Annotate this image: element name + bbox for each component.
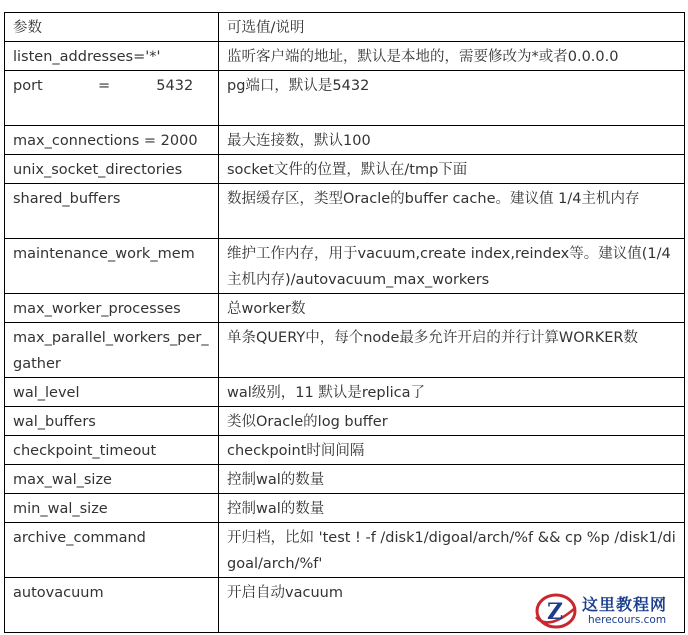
param-name: wal_level	[5, 378, 219, 407]
param-description: wal级别，11 默认是replica了	[219, 378, 685, 407]
param-name: max_worker_processes	[5, 294, 219, 323]
table-row	[5, 184, 685, 239]
table-row	[5, 42, 685, 71]
table-row	[5, 239, 685, 294]
table-row	[5, 407, 685, 436]
header-description: 可选值/说明	[219, 13, 685, 42]
param-description: 单条QUERY中，每个node最多允许开启的并行计算WORKER数	[219, 323, 685, 378]
param-name: port = 5432	[5, 71, 219, 126]
table-row	[5, 494, 685, 523]
table-row	[5, 378, 685, 407]
site-logo-icon	[532, 591, 578, 631]
param-description: 监听客户端的地址，默认是本地的，需要修改为*或者0.0.0.0	[219, 42, 685, 71]
logo-letter: Z	[547, 599, 564, 625]
param-name: maintenance_work_mem	[5, 239, 219, 294]
watermark-title: 这里教程网	[582, 595, 668, 614]
param-name: max_wal_size	[5, 465, 219, 494]
param-description: socket文件的位置，默认在/tmp下面	[219, 155, 685, 184]
param-description: 开启自动vacuum	[219, 578, 685, 633]
param-description: 控制wal的数量	[219, 494, 685, 523]
table-row	[5, 294, 685, 323]
param-name: max_connections = 2000	[5, 126, 219, 155]
param-description: 总worker数	[219, 294, 685, 323]
site-watermark	[532, 591, 682, 631]
param-name: shared_buffers	[5, 184, 219, 239]
param-name: min_wal_size	[5, 494, 219, 523]
param-description: checkpoint时间间隔	[219, 436, 685, 465]
table-header-row	[5, 13, 685, 42]
table-row	[5, 523, 685, 578]
table-row	[5, 126, 685, 155]
param-description: 开归档，比如 'test ! -f /disk1/digoal/arch/%f && cp %p /disk1/digoal/arch/%f'	[219, 523, 685, 578]
param-name: archive_command	[5, 523, 219, 578]
parameters-table	[4, 12, 685, 633]
param-name: autovacuum	[5, 578, 219, 633]
watermark-url: herecours.com	[588, 614, 667, 626]
table-row	[5, 465, 685, 494]
param-name: listen_addresses='*'	[5, 42, 219, 71]
table-row	[5, 155, 685, 184]
param-description: 维护工作内存，用于vacuum,create index,reindex等。建议值(1/4 主机内存)/autovacuum_max_workers	[219, 239, 685, 294]
param-name: unix_socket_directories	[5, 155, 219, 184]
header-param: 参数	[5, 13, 219, 42]
param-description: 数据缓存区，类型Oracle的buffer cache。建议值 1/4主机内存	[219, 184, 685, 239]
table-row	[5, 323, 685, 378]
param-name: checkpoint_timeout	[5, 436, 219, 465]
table-row	[5, 71, 685, 126]
param-description: 最大连接数，默认100	[219, 126, 685, 155]
param-name: wal_buffers	[5, 407, 219, 436]
param-name: max_parallel_workers_per_gather	[5, 323, 219, 378]
table-row	[5, 436, 685, 465]
param-description: pg端口，默认是5432	[219, 71, 685, 126]
param-description: 控制wal的数量	[219, 465, 685, 494]
param-description: 类似Oracle的log buffer	[219, 407, 685, 436]
